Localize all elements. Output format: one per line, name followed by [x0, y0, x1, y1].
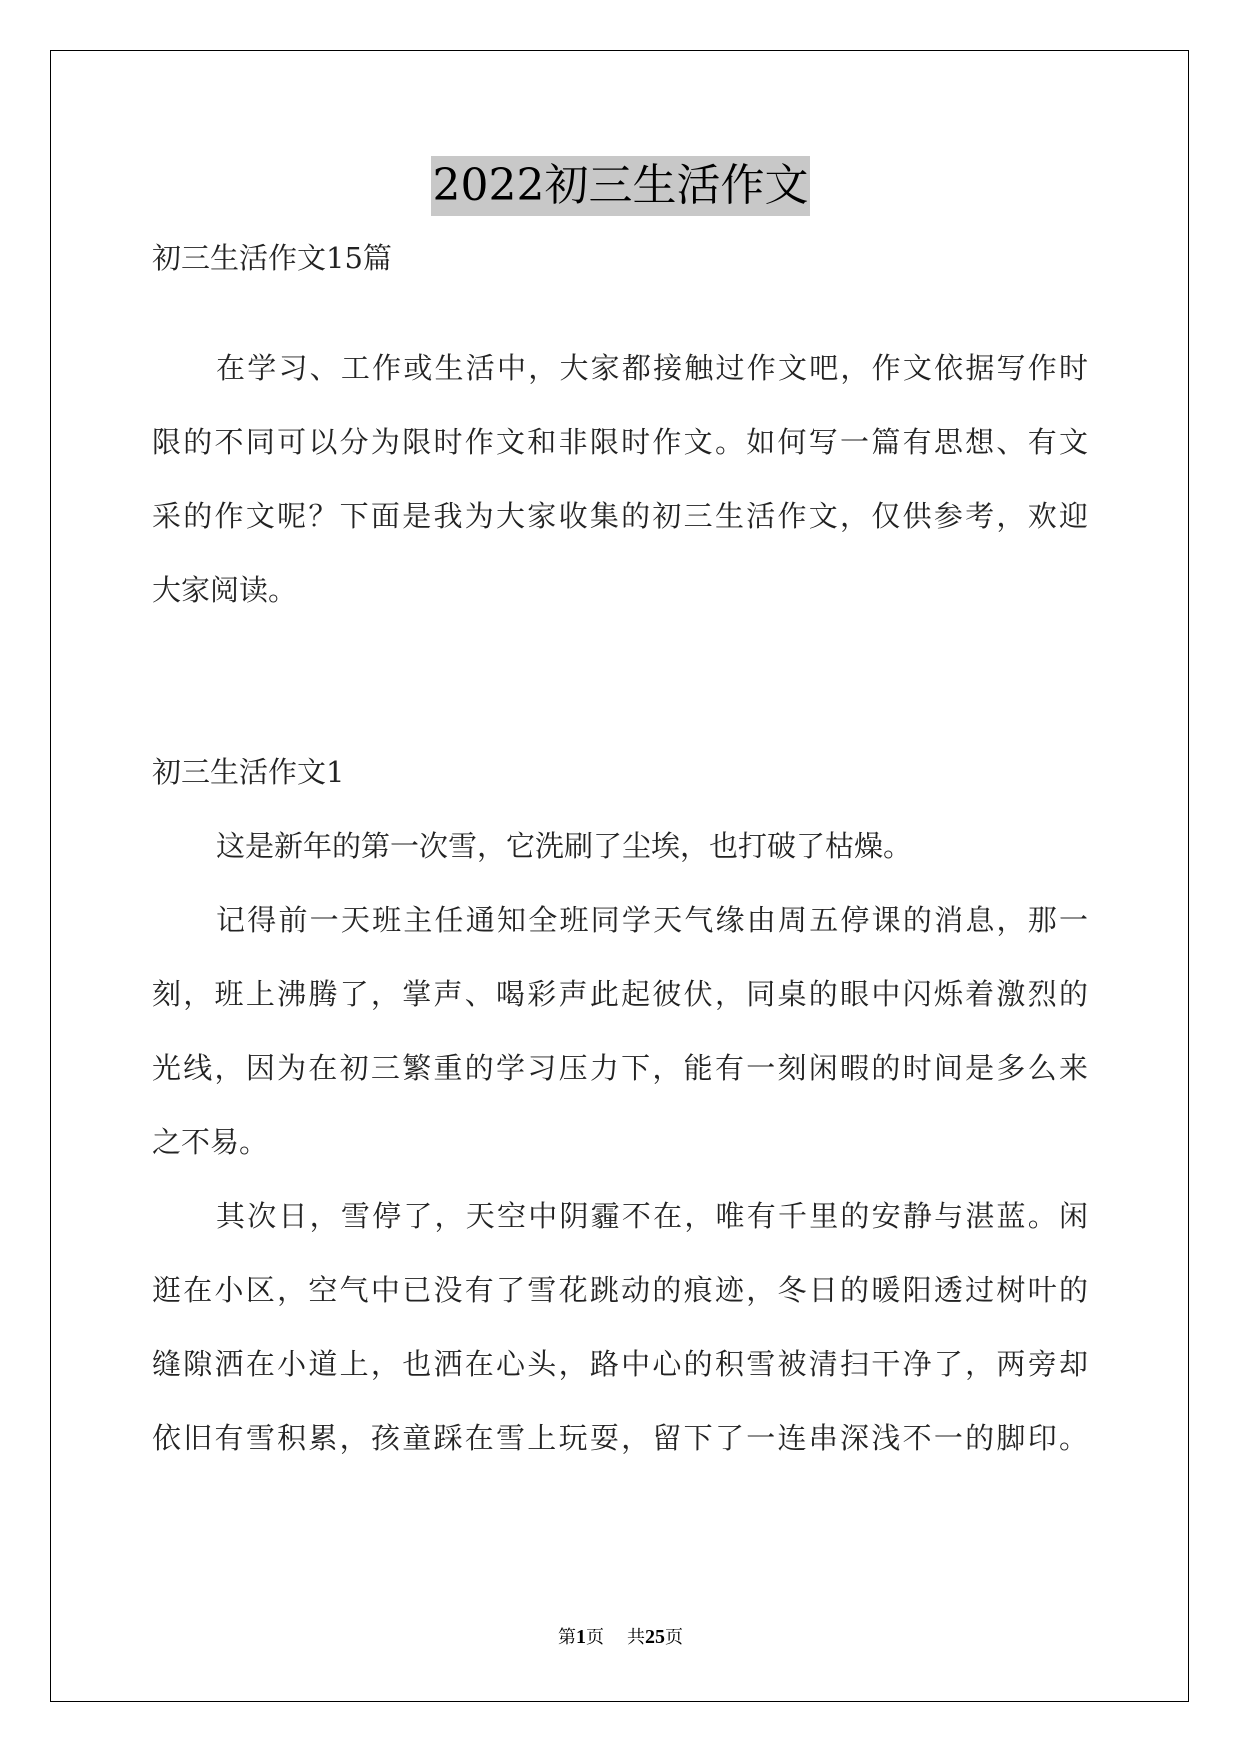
subtitle: 初三生活作文15篇: [152, 241, 392, 275]
section-heading: 初三生活作文1: [152, 755, 345, 789]
paragraph-line: 刻，班上沸腾了，掌声、喝彩声此起彼伏，同桌的眼中闪烁着激烈的: [152, 977, 1088, 1011]
paragraph-line: 缝隙洒在小道上，也洒在心头，路中心的积雪被清扫干净了，两旁却: [152, 1347, 1088, 1381]
intro-line: 采的作文呢？下面是我为大家收集的初三生活作文，仅供参考，欢迎: [152, 499, 1088, 533]
total-pages: 25: [644, 1626, 665, 1648]
paragraph-line: 之不易。: [152, 1125, 269, 1159]
paragraph-line: 这是新年的第一次雪，它洗刷了尘埃，也打破了枯燥。: [216, 829, 913, 863]
paragraph-line: 记得前一天班主任通知全班同学天气缘由周五停课的消息，那一: [216, 903, 1088, 937]
intro-line: 大家阅读。: [152, 573, 298, 607]
page-footer: [0, 1623, 1241, 1649]
page-suffix: 页: [586, 1627, 605, 1648]
total-prefix: 共: [626, 1627, 645, 1648]
paragraph-line: 其次日，雪停了，天空中阴霾不在，唯有千里的安静与湛蓝。闲: [216, 1199, 1088, 1233]
paragraph-line: 逛在小区，空气中已没有了雪花跳动的痕迹，冬日的暖阳透过树叶的: [152, 1273, 1088, 1307]
page-number: 1: [576, 1626, 587, 1648]
paragraph-line: 依旧有雪积累，孩童踩在雪上玩耍，留下了一连串深浅不一的脚印。: [152, 1421, 1088, 1455]
page-prefix: 第: [558, 1627, 577, 1648]
intro-line: 在学习、工作或生活中，大家都接触过作文吧，作文依据写作时: [216, 351, 1088, 385]
intro-line: 限的不同可以分为限时作文和非限时作文。如何写一篇有思想、有文: [152, 425, 1088, 459]
title-block: [0, 156, 1241, 216]
document-title: 2022初三生活作文: [431, 156, 811, 216]
total-suffix: 页: [664, 1627, 683, 1648]
paragraph-line: 光线，因为在初三繁重的学习压力下，能有一刻闲暇的时间是多么来: [152, 1051, 1088, 1085]
